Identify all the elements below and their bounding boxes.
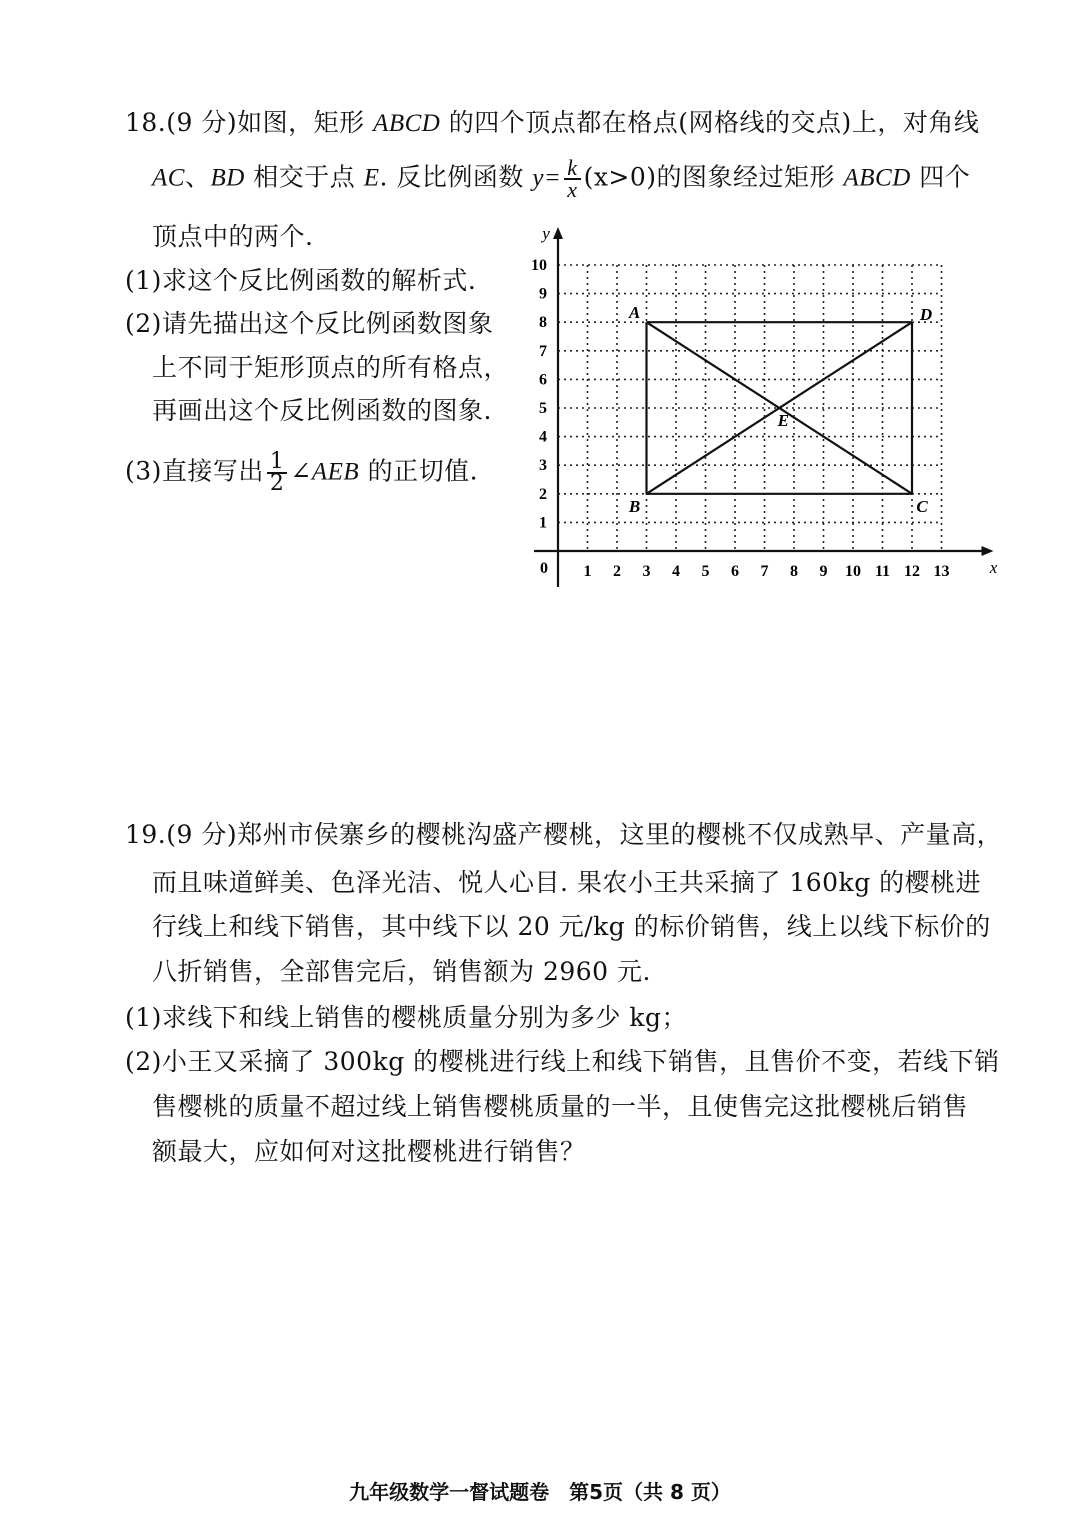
x-tick-label: 5 (701, 563, 710, 580)
q18-part1: (1)求这个反比例函数的解析式. (125, 266, 477, 295)
point-label-b: B (628, 496, 641, 516)
q18-part2-c: 再画出这个反比例函数的图象. (152, 396, 492, 425)
page-footer: 九年级数学一督试题卷 第5页（共 8 页） (349, 1480, 731, 1504)
q18-text: 四个 (910, 162, 971, 192)
y-tick-label: 4 (539, 428, 547, 446)
y-tick-label: 2 (539, 485, 547, 503)
function-lhs: y= (532, 164, 562, 192)
y-tick-label: 1 (539, 514, 547, 532)
q18-line2 (152, 155, 971, 202)
point-label-e: E (777, 411, 789, 430)
separator: 、 (184, 162, 211, 192)
k-over-x-fraction (564, 155, 580, 202)
x-tick-label: 12 (904, 563, 920, 580)
x-tick-label: 2 (613, 563, 621, 580)
q18-text: 的四个顶点都在格点(网格线的交点)上，对角线 (440, 108, 980, 137)
q19-line2: 而且味道鲜美、色泽光洁、悦人心目. 果农小王共采摘了 160kg 的樱桃进 (152, 868, 982, 897)
rect-name: ABCD (843, 164, 911, 192)
q18-text: 18.(9 分)如图，矩形 (125, 108, 374, 137)
x-tick-label: 6 (731, 563, 739, 580)
q19-line4: 八折销售，全部售完后，销售额为 2960 元. (152, 957, 651, 986)
q18-text: 相交于点 (244, 162, 364, 192)
q19-part2-a: (2)小王又采摘了 300kg 的樱桃进行线上和线下销售，且售价不变，若线下销 (125, 1047, 1000, 1076)
grid-lines (558, 265, 942, 551)
y-tick-label: 7 (539, 342, 547, 360)
x-tick-label: 3 (642, 563, 651, 580)
y-tick-label: 3 (539, 457, 547, 475)
y-tick-label: 9 (539, 285, 547, 303)
point-label-d: D (919, 305, 933, 325)
x-axis-arrow (982, 546, 994, 556)
x-tick-label: 7 (760, 563, 769, 580)
origin-label: 0 (540, 560, 548, 577)
q18-part2-a: (2)请先描出这个反比例函数图象 (125, 309, 494, 338)
point-label-c: C (916, 496, 928, 516)
x-tick-label: 9 (819, 563, 828, 580)
q18-text: (3)直接写出 (125, 456, 264, 486)
x-tick-label: 10 (845, 563, 861, 580)
axes (534, 227, 994, 587)
q18-text: 的图象经过矩形 (656, 162, 844, 192)
y-tick-label: 10 (531, 257, 547, 274)
y-axis-arrow (553, 227, 563, 239)
y-tick-label: 6 (539, 371, 547, 389)
x-tick-label: 4 (672, 563, 680, 580)
x-tick-label: 11 (874, 563, 891, 580)
q19-line1: 19.(9 分)郑州市侯寨乡的樱桃沟盛产樱桃，这里的樱桃不仅成熟早、产量高， (125, 820, 1003, 849)
rectangle-and-diagonals (647, 322, 913, 494)
x-tick-label: 13 (933, 563, 950, 580)
frac-den: 2 (269, 471, 285, 496)
domain-condition: (x>0) (583, 162, 657, 192)
q18-text: . 反比例函数 (379, 162, 533, 192)
half-fraction (267, 449, 288, 496)
q19-part1: (1)求线下和线上销售的樱桃质量分别为多少 kg； (125, 1003, 688, 1032)
x-tick-label: 8 (790, 563, 798, 580)
q18-part2-b: 上不同于矩形顶点的所有格点， (152, 353, 510, 382)
point-e-ref: E (363, 164, 380, 192)
diag-ac: AC (152, 164, 185, 192)
x-axis-label: x (989, 558, 998, 577)
frac-num: k (564, 158, 580, 180)
frac-num: 1 (267, 452, 288, 474)
q19-part2-c: 额最大，应如何对这批樱桃进行销售？ (152, 1137, 586, 1166)
point-label-a: A (628, 303, 641, 323)
y-tick-label: 8 (539, 314, 547, 332)
q18-line1 (125, 106, 979, 141)
frac-den: x (567, 177, 578, 202)
q19-line3: 行线上和线下销售，其中线下以 20 元/kg 的标价销售，线上以线下标价的 (152, 912, 991, 941)
q18-part3 (125, 449, 479, 496)
coordinate-grid-figure (525, 218, 1015, 598)
y-axis-label: y (542, 224, 550, 243)
q18-line3: 顶点中的两个. (152, 222, 314, 251)
angle-aeb: ∠AEB (290, 458, 360, 486)
q19-part2-b: 售樱桃的质量不超过线上销售樱桃质量的一半，且使售完这批樱桃后销售 (152, 1092, 969, 1121)
y-tick-label: 5 (539, 400, 547, 417)
q18-text: 的正切值. (359, 456, 479, 486)
rect-name: ABCD (373, 110, 441, 137)
x-tick-label: 1 (583, 563, 592, 580)
diag-bd: BD (210, 164, 245, 192)
